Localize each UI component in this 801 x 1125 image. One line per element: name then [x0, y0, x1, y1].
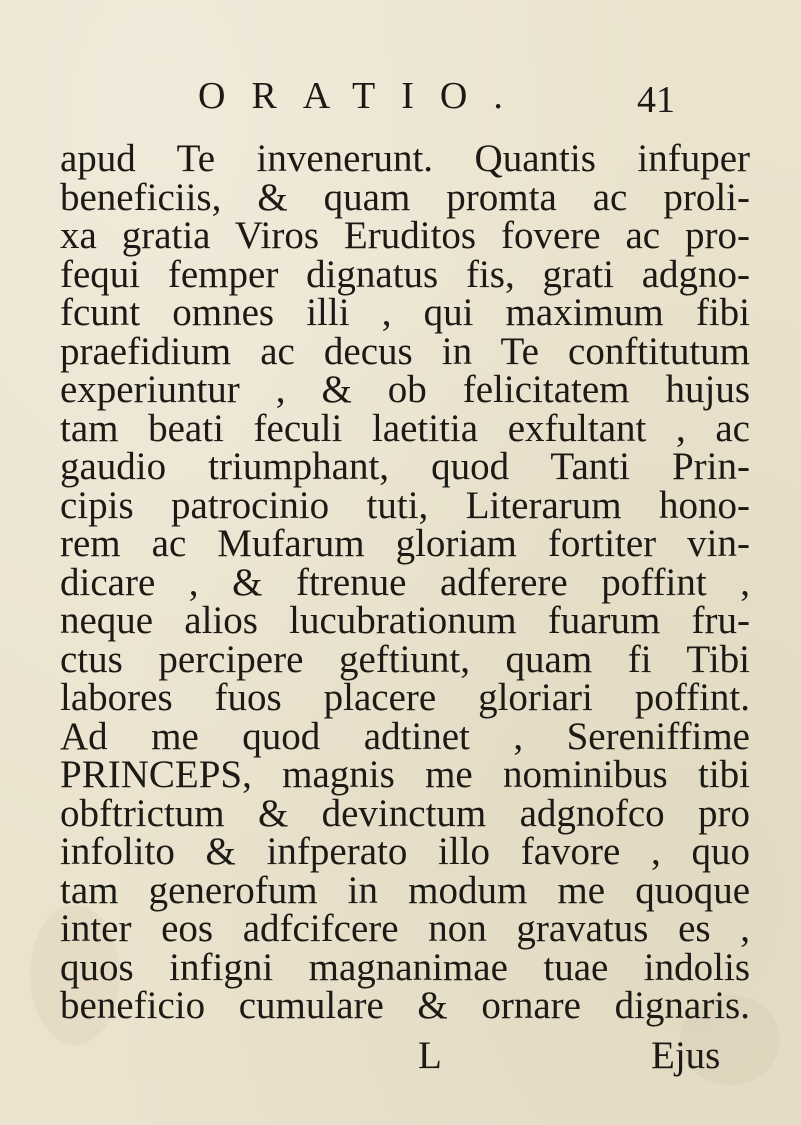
- text-line: ctus percipere geftiunt, quam fi Tibi: [60, 637, 750, 681]
- text-line: dicare , & ftrenue adferere poffint ,: [60, 560, 750, 604]
- text-line: experiuntur , & ob felicitatem hujus: [60, 368, 750, 411]
- running-title: ORATIO.: [198, 75, 529, 117]
- text-line: inter eos adfcifcere non gravatus es ,: [60, 907, 750, 950]
- catchword: Ejus: [651, 1034, 721, 1077]
- text-line: beneficiis, & quam promta ac proli-: [60, 175, 750, 219]
- text-line: fequi femper dignatus fis, grati adgno-: [60, 252, 750, 296]
- text-line: cipis patrocinio tuti, Literarum hono-: [60, 483, 750, 527]
- text-line: labores fuos placere gloriari poffint.: [60, 676, 750, 719]
- text-line: tam generofum in modum me quoque: [60, 868, 750, 912]
- body-text: [60, 137, 750, 1027]
- text-line: xa gratia Viros Eruditos fovere ac pro-: [60, 214, 750, 257]
- signature-mark: L: [418, 1034, 442, 1077]
- text-line: rem ac Mufarum gloriam fortiter vin-: [60, 522, 750, 565]
- text-line: beneficio cumulare & ornare dignaris.: [60, 984, 750, 1027]
- text-line: Ad me quod adtinet , Sereniffime: [60, 714, 750, 758]
- text-line: tam beati feculi laetitia exfultant , ac: [60, 406, 750, 450]
- text-line: neque alios lucubrationum fuarum fru-: [60, 599, 750, 642]
- text-line: infolito & infperato illo favore , quo: [60, 830, 750, 873]
- text-line: fcunt omnes illi , qui maximum fibi: [60, 291, 750, 334]
- text-line: PRINCEPS, magnis me nominibus tibi: [60, 753, 750, 796]
- page-number: 41: [637, 79, 675, 121]
- text-line: apud Te invenerunt. Quantis infuper: [60, 137, 750, 180]
- text-line: quos infigni magnanimae tuae indolis: [60, 945, 750, 989]
- text-line: gaudio triumphant, quod Tanti Prin-: [60, 445, 750, 488]
- page-header: [198, 76, 698, 126]
- text-line: obftrictum & devinctum adgnofco pro: [60, 791, 750, 835]
- text-line: praefidium ac decus in Te conftitutum: [60, 329, 750, 373]
